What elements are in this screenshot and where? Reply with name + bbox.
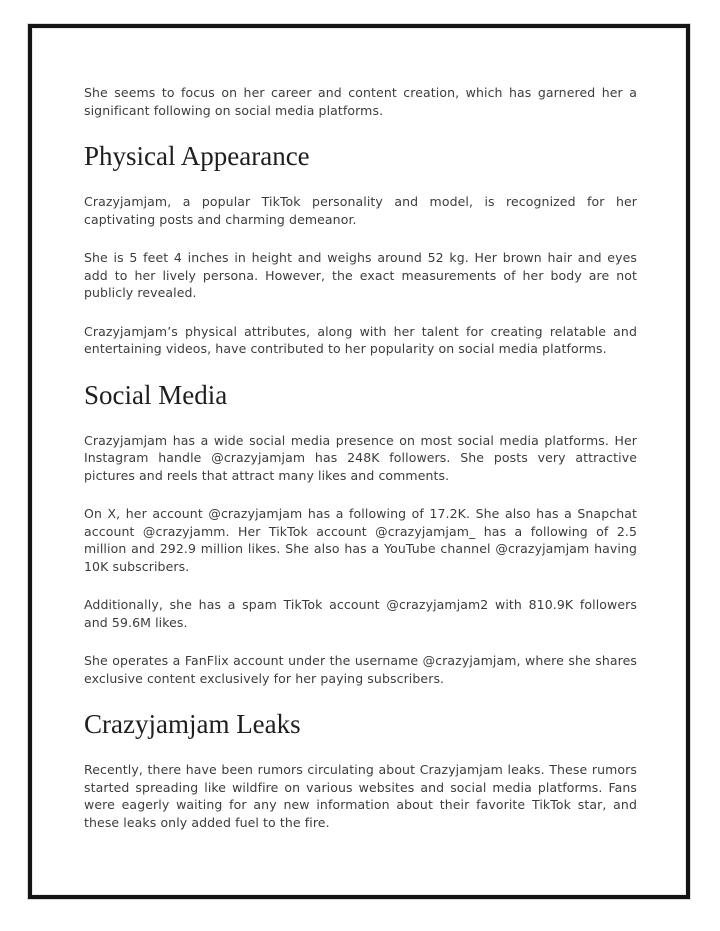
- paragraph-physical-2: She is 5 feet 4 inches in height and weighs around 52 kg. Her brown hair and eyes add to her lively persona. However, the exact measurements of her body are not publicly revealed.: [84, 250, 637, 300]
- paragraph-leaks-1: Recently, there have been rumors circulating about Crazyjamjam leaks. These rumors started spreading like wildfire on various websites and social media platforms. Fans were eagerly waiting for any new information about their favorite TikTok star, and these leaks only added fuel to the fire.: [84, 762, 637, 830]
- paragraph-physical-3: Crazyjamjam’s physical attributes, along with her talent for creating relatable and entertaining videos, have contributed to her popularity on social media platforms.: [84, 323, 637, 356]
- heading-social-media: Social Media: [84, 379, 228, 410]
- page-border-frame: [28, 24, 690, 899]
- article-content: [32, 28, 686, 831]
- heading-physical-appearance: Physical Appearance: [84, 141, 310, 171]
- paragraph-social-3: Additionally, she has a spam TikTok account @crazyjamjam2 with 810.9K followers and 59.6M likes.: [84, 597, 637, 630]
- paragraph-social-4: She operates a FanFlix account under the username @crazyjamjam, where she shares exclusive content exclusively for her paying subscribers.: [84, 653, 637, 686]
- paragraph-physical-1: Crazyjamjam, a popular TikTok personality and model, is recognized for her captivating posts and charming demeanor.: [84, 194, 637, 227]
- paragraph-social-2: On X, her account @crazyjamjam has a following of 17.2K. She also has a Snapchat account @crazyjamm. Her TikTok account @crazyjamjam_ has a following of 2.5 million and 292.9 million likes. She also has a YouTube channel @crazyjamjam having 10K subscribers.: [84, 506, 637, 574]
- paragraph-intro: She seems to focus on her career and content creation, which has garnered her a significant following on social media platforms.: [84, 85, 637, 118]
- paragraph-social-1: Crazyjamjam has a wide social media presence on most social media platforms. Her Instagram handle @crazyjamjam has 248K followers. She posts very attractive pictures and reels that attract many likes and comments.: [84, 432, 637, 483]
- heading-crazyjamjam-leaks: Crazyjamjam Leaks: [84, 709, 301, 739]
